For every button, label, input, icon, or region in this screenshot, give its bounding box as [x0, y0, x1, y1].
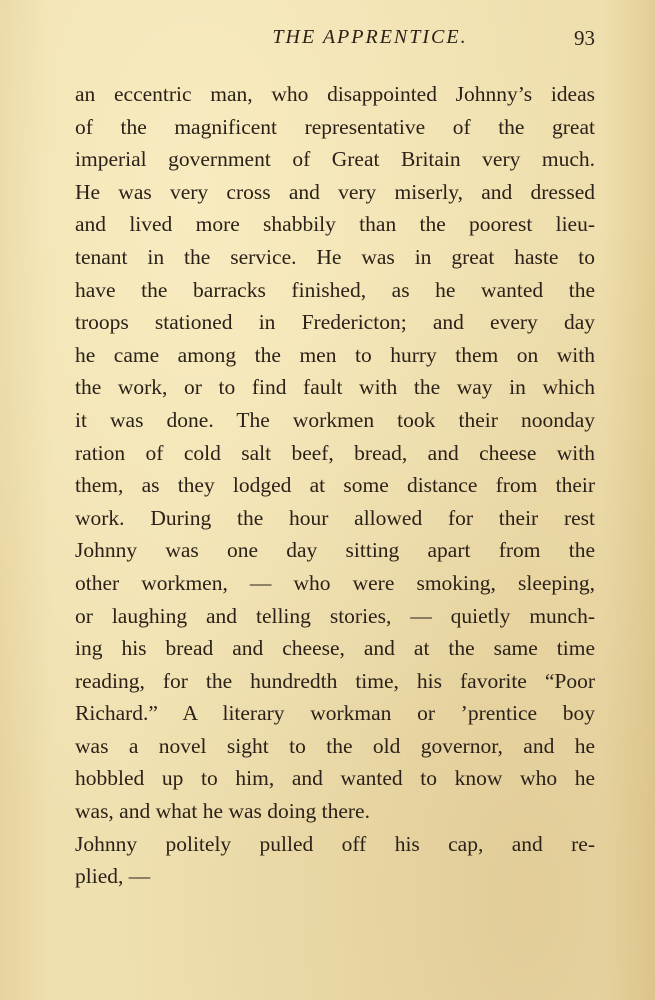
running-title: THE APPRENTICE. — [272, 26, 468, 48]
text-line: it was done. The workmen took their noonday — [75, 407, 595, 432]
text-line: reading, for the hundredth time, his favorite “Poor — [75, 668, 595, 693]
text-line: he came among the men to hurry them on with — [75, 342, 595, 367]
running-head — [75, 26, 595, 54]
text-line: and lived more shabbily than the poorest lieu- — [75, 212, 595, 237]
text-line: an eccentric man, who disappointed Johnny’s ideas — [75, 82, 595, 106]
text-line: tenant in the service. He was in great haste to — [75, 244, 595, 269]
body-text — [75, 78, 595, 893]
text-line: the work, or to find fault with the way in which — [75, 375, 595, 400]
text-line: have the barracks finished, as he wanted the — [75, 277, 595, 302]
text-line: work. During the hour allowed for their rest — [75, 505, 595, 530]
text-line: Johnny was one day sitting apart from the — [75, 538, 595, 563]
text-line: other workmen, — who were smoking, sleeping, — [75, 570, 595, 595]
text-line: Johnny politely pulled off his cap, and re- — [75, 831, 595, 856]
text-line: hobbled up to him, and wanted to know who he — [75, 766, 595, 791]
text-line: of the magnificent representative of the great — [75, 114, 595, 139]
text-line: He was very cross and very miserly, and dressed — [75, 179, 595, 204]
page-number: 93 — [574, 26, 595, 50]
text-line: imperial government of Great Britain very much. — [75, 147, 595, 172]
text-line: troops stationed in Fredericton; and every day — [75, 310, 595, 335]
text-line: or laughing and telling stories, — quietly munch- — [75, 603, 595, 628]
text-line: was a novel sight to the old governor, and he — [75, 733, 595, 758]
text-line: ing his bread and cheese, and at the same time — [75, 636, 595, 661]
text-line: them, as they lodged at some distance from their — [75, 473, 595, 498]
text-line: plied, — — [75, 864, 151, 889]
text-line: ration of cold salt beef, bread, and cheese with — [75, 440, 595, 465]
text-line: was, and what he was doing there. — [75, 799, 370, 824]
text-line: Richard.” A literary workman or ’prentice boy — [75, 701, 595, 726]
